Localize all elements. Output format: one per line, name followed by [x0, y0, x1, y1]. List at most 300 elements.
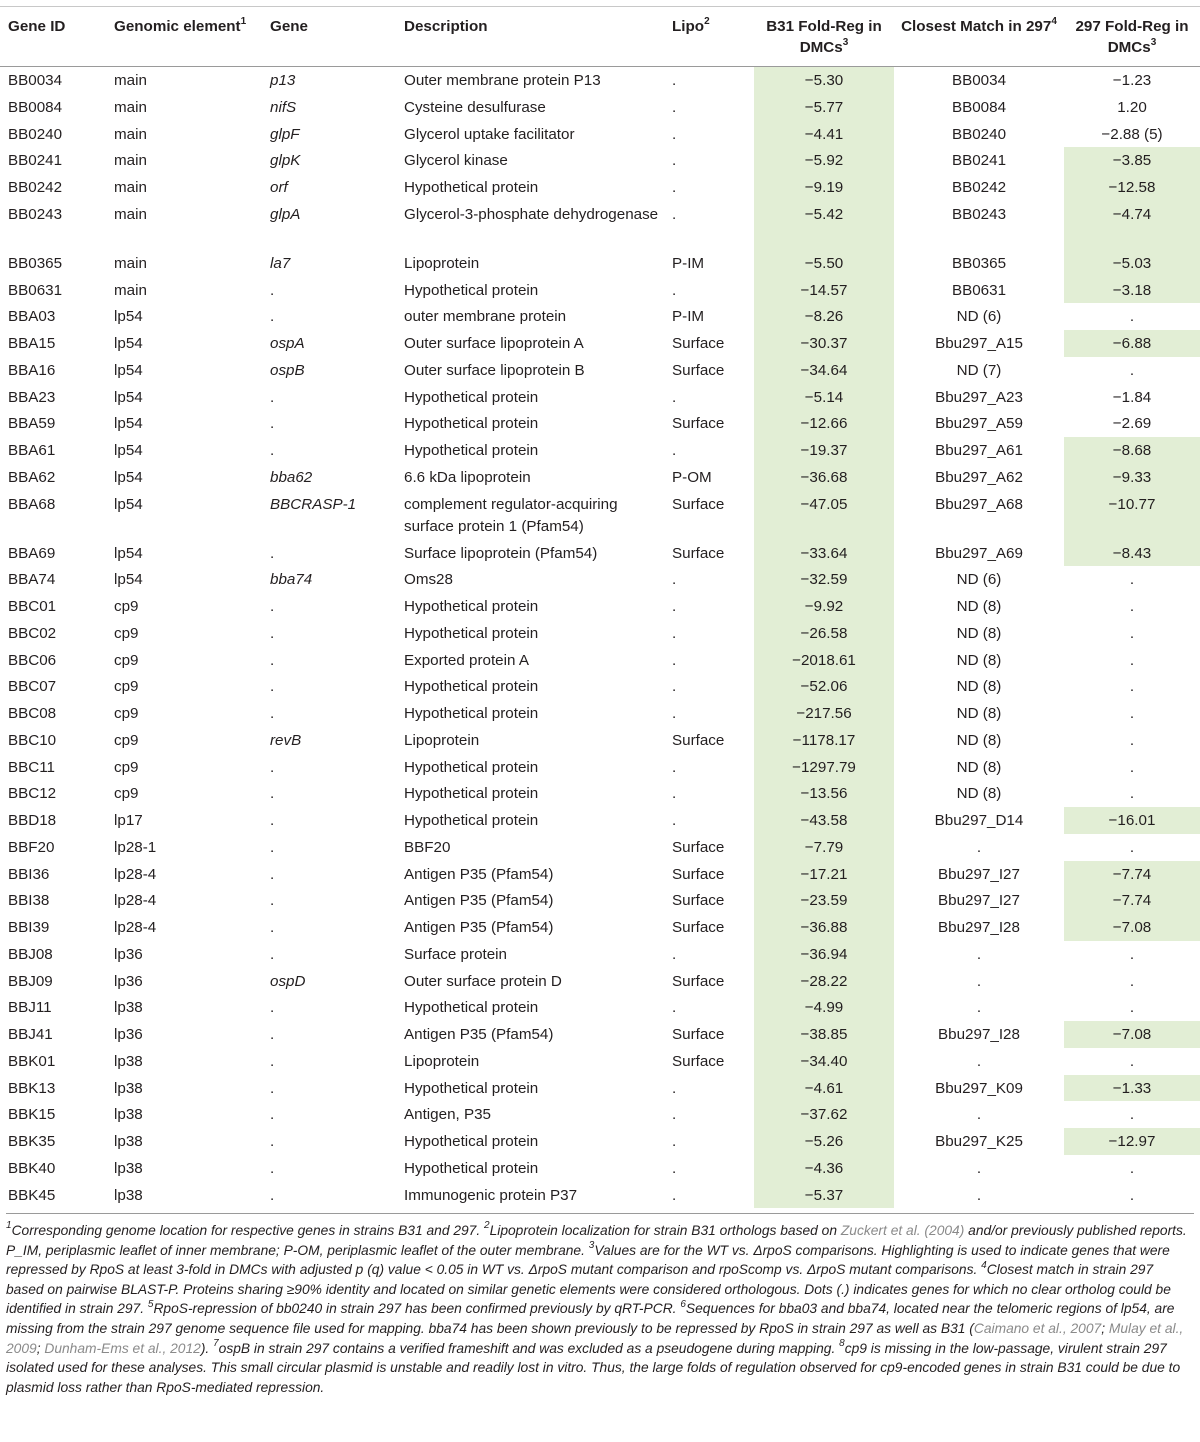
cell-value: BBJ11 — [8, 999, 52, 1017]
table-cell — [0, 1182, 110, 1209]
cell-value: Bbu297_A15 — [935, 335, 1023, 352]
cell-value: Bbu297_I27 — [938, 865, 1020, 883]
cell-value: . — [270, 1052, 275, 1070]
footnote-marker: 3 — [588, 1240, 595, 1251]
table-cell — [0, 620, 110, 647]
table-cell — [266, 994, 400, 1021]
table-cell — [894, 807, 1064, 834]
cell-value: . — [1129, 361, 1135, 379]
cell-value: Surface — [672, 415, 725, 433]
cell-value: lp54 — [114, 335, 143, 352]
table-cell — [668, 464, 754, 491]
cell-value: Hypothetical protein — [404, 812, 539, 829]
table-cell — [266, 147, 400, 174]
table-cell — [668, 914, 754, 941]
cell-value: −7.08 — [1112, 919, 1152, 936]
table-cell — [894, 330, 1064, 357]
cell-value: Hypothetical protein — [404, 179, 539, 196]
table-cell — [894, 914, 1064, 941]
cell-value: ND (6) — [956, 308, 1002, 326]
table-cell — [1064, 566, 1200, 593]
table-row — [0, 121, 1200, 148]
cell-value: −217.56 — [796, 705, 852, 722]
footnote-marker: 3 — [1150, 36, 1157, 48]
table-cell — [0, 1128, 110, 1155]
table-cell — [894, 303, 1064, 330]
table-cell — [0, 941, 110, 968]
table-cell — [110, 700, 266, 727]
cell-value: BB0365 — [951, 254, 1007, 272]
table-cell — [110, 491, 266, 540]
table-cell — [110, 303, 266, 330]
table-cell — [110, 410, 266, 437]
cell-value: −10.77 — [1108, 495, 1156, 513]
cell-value: la7 — [270, 254, 291, 272]
cell-value: revB — [270, 731, 302, 749]
cell-value: . — [672, 785, 677, 803]
cell-value: . — [672, 812, 677, 829]
cell-value: −36.88 — [800, 919, 848, 936]
table-cell — [400, 201, 668, 250]
table-cell — [400, 1128, 668, 1155]
cell-value: Hypothetical protein — [404, 624, 539, 642]
table-cell — [110, 620, 266, 647]
cell-value: . — [1129, 678, 1135, 696]
table-cell — [1064, 834, 1200, 861]
footnote-marker: 1 — [6, 1220, 12, 1232]
cell-value: BB0240 — [951, 125, 1007, 143]
cell-value: Bbu297_K25 — [935, 1133, 1023, 1150]
table-row — [0, 201, 1200, 250]
table-cell — [400, 250, 668, 277]
table-cell — [0, 673, 110, 700]
table-cell — [668, 357, 754, 384]
table-cell — [668, 887, 754, 914]
cell-value: BBA59 — [8, 415, 56, 433]
table-cell — [0, 647, 110, 674]
table-cell — [0, 834, 110, 861]
cell-value: bba74 — [270, 571, 313, 589]
table-cell — [0, 1048, 110, 1075]
cell-value: main — [114, 98, 147, 116]
cell-value: . — [672, 624, 677, 642]
table-cell — [110, 67, 266, 94]
cell-value: −19.37 — [800, 442, 848, 459]
table-cell — [668, 1182, 754, 1209]
table-cell — [754, 620, 894, 647]
cell-value: . — [270, 415, 275, 433]
table-cell — [754, 593, 894, 620]
table-row — [0, 1101, 1200, 1128]
cell-value: BBI39 — [8, 919, 50, 936]
cell-value: Hypothetical protein — [404, 281, 539, 299]
cell-value: −12.58 — [1108, 179, 1156, 196]
table-cell — [0, 147, 110, 174]
table-cell — [1064, 384, 1200, 411]
footnote-marker: 1 — [240, 15, 247, 27]
footnote-text: RpoS-repression of bb0240 in strain 297 has been confirmed previously by qRT-PCR. — [153, 1301, 681, 1317]
cell-value: Glycerol uptake facilitator — [404, 125, 575, 143]
cell-value: . — [672, 651, 677, 669]
table-cell — [266, 67, 400, 94]
table-cell — [668, 700, 754, 727]
column-header — [266, 16, 400, 66]
cell-value: . — [672, 281, 677, 299]
cell-value: −1297.79 — [792, 758, 856, 776]
cell-value: −8.68 — [1112, 442, 1152, 459]
cell-value: BB0242 — [8, 179, 63, 196]
cell-value: . — [672, 72, 677, 89]
reference-link: Caimano et al., 2007 — [973, 1320, 1102, 1336]
table-cell — [110, 593, 266, 620]
table-cell — [110, 1128, 266, 1155]
table-row — [0, 968, 1200, 995]
table-row — [0, 147, 1200, 174]
cell-value: 1.20 — [1117, 98, 1147, 116]
cell-value: −3.85 — [1112, 152, 1152, 170]
table-cell — [400, 941, 668, 968]
table-cell — [400, 277, 668, 304]
cell-value: −2.69 — [1112, 415, 1152, 433]
column-header-label: Description — [404, 18, 488, 35]
cell-value: Bbu297_A62 — [935, 468, 1023, 486]
table-row — [0, 647, 1200, 674]
table-cell — [894, 437, 1064, 464]
table-cell — [894, 700, 1064, 727]
table-cell — [400, 437, 668, 464]
table-cell — [1064, 1155, 1200, 1182]
cell-value: Hypothetical protein — [404, 1133, 539, 1150]
table-cell — [0, 700, 110, 727]
table-cell — [894, 647, 1064, 674]
footnote-text: ; — [36, 1340, 45, 1356]
table-cell — [400, 620, 668, 647]
table-row — [0, 673, 1200, 700]
cell-value: BBC08 — [8, 705, 57, 722]
table-cell — [266, 727, 400, 754]
table-cell — [894, 727, 1064, 754]
table-cell — [894, 861, 1064, 888]
table-cell — [266, 566, 400, 593]
table-row — [0, 303, 1200, 330]
table-cell — [894, 754, 1064, 781]
cell-value: Hypothetical protein — [404, 678, 539, 696]
cell-value: lp28-1 — [114, 838, 157, 856]
table-cell — [400, 1075, 668, 1102]
cell-value: Hypothetical protein — [404, 442, 539, 459]
cell-value: −47.05 — [800, 495, 848, 513]
cell-value: BBF20 — [404, 838, 451, 856]
cell-value: . — [1129, 651, 1135, 669]
table-row — [0, 727, 1200, 754]
column-header — [0, 16, 110, 66]
cell-value: cp9 — [114, 598, 139, 615]
cell-value: . — [1129, 999, 1135, 1017]
cell-value: −5.77 — [804, 98, 844, 116]
table-row — [0, 1075, 1200, 1102]
table-row — [0, 941, 1200, 968]
table-cell — [668, 834, 754, 861]
table-cell — [400, 807, 668, 834]
table-cell — [110, 887, 266, 914]
table-cell — [110, 1075, 266, 1102]
cell-value: lp28-4 — [114, 892, 157, 910]
cell-value: . — [976, 1052, 982, 1070]
table-row — [0, 566, 1200, 593]
footnote-text: ). — [200, 1340, 214, 1356]
column-header — [110, 16, 266, 66]
table-cell — [266, 647, 400, 674]
table-row — [0, 1155, 1200, 1182]
table-cell — [754, 437, 894, 464]
cell-value: Bbu297_I28 — [938, 919, 1020, 936]
cell-value: ND (8) — [956, 731, 1002, 749]
cell-value: ospB — [270, 361, 305, 379]
table-row — [0, 1021, 1200, 1048]
cell-value: . — [270, 1186, 275, 1204]
cell-value: cp9 — [114, 624, 139, 642]
cell-value: lp54 — [114, 415, 143, 433]
cell-value: BB0084 — [8, 98, 63, 116]
cell-value: lp54 — [114, 468, 143, 486]
table-cell — [266, 250, 400, 277]
table-cell — [668, 94, 754, 121]
table-row — [0, 174, 1200, 201]
table-cell — [0, 357, 110, 384]
table-cell — [400, 566, 668, 593]
cell-value: −1.84 — [1112, 388, 1152, 406]
cell-value: lp28-4 — [114, 865, 157, 883]
cell-value: BB0034 — [8, 72, 63, 89]
footnote-marker: 3 — [842, 36, 849, 48]
cell-value: −7.74 — [1112, 892, 1152, 910]
cell-value: . — [1129, 945, 1135, 963]
cell-value: lp36 — [114, 1026, 143, 1043]
cell-value: ND (8) — [956, 758, 1002, 776]
table-header — [0, 6, 1200, 67]
cell-value: BBA23 — [8, 388, 56, 406]
table-cell — [400, 834, 668, 861]
table-cell — [266, 593, 400, 620]
cell-value: . — [672, 179, 677, 196]
cell-value: . — [270, 388, 275, 406]
cell-value: . — [672, 1159, 677, 1177]
table-cell — [1064, 303, 1200, 330]
cell-value: −4.61 — [804, 1079, 844, 1097]
cell-value: Surface protein — [404, 945, 507, 963]
cell-value: Outer surface lipoprotein B — [404, 361, 585, 379]
table-cell — [400, 968, 668, 995]
table-cell — [266, 861, 400, 888]
cell-value: nifS — [270, 98, 297, 116]
table-cell — [754, 914, 894, 941]
cell-value: BBC10 — [8, 731, 57, 749]
cell-value: . — [1129, 571, 1135, 589]
cell-value: −12.66 — [800, 415, 848, 433]
table-cell — [894, 1021, 1064, 1048]
column-header-label: B31 Fold-Reg in DMCs — [766, 18, 882, 56]
table-cell — [0, 384, 110, 411]
table-cell — [0, 94, 110, 121]
cell-value: complement regulator-acquiring surface protein 1 (Pfam54) — [404, 495, 618, 535]
table-cell — [894, 464, 1064, 491]
cell-value: BBA69 — [8, 544, 56, 562]
table-cell — [266, 410, 400, 437]
table-cell — [0, 727, 110, 754]
reference-link: Dunham-Ems et al., 2012 — [44, 1340, 201, 1356]
table-cell — [1064, 1075, 1200, 1102]
cell-value: . — [672, 678, 677, 696]
cell-value: Surface — [672, 838, 725, 856]
table-body — [0, 67, 1200, 1208]
table-cell — [754, 330, 894, 357]
cell-value: BBA16 — [8, 361, 56, 379]
cell-value: . — [270, 812, 275, 829]
table-cell — [894, 673, 1064, 700]
cell-value: . — [270, 945, 275, 963]
table-cell — [754, 994, 894, 1021]
table-cell — [1064, 1101, 1200, 1128]
table-cell — [754, 807, 894, 834]
cell-value: ND (6) — [956, 571, 1002, 589]
cell-value: bba62 — [270, 468, 313, 486]
cell-value: P-IM — [672, 254, 705, 272]
cell-value: . — [270, 892, 275, 910]
table-cell — [266, 1128, 400, 1155]
cell-value: lp38 — [114, 999, 143, 1017]
cell-value: BBK15 — [8, 1106, 56, 1124]
table-cell — [1064, 914, 1200, 941]
cell-value: . — [672, 1186, 677, 1204]
cell-value: cp9 — [114, 758, 139, 776]
table-cell — [110, 994, 266, 1021]
table-cell — [894, 540, 1064, 567]
table-cell — [894, 491, 1064, 540]
table-cell — [266, 620, 400, 647]
cell-value: . — [270, 785, 275, 803]
table-cell — [754, 201, 894, 250]
cell-value: . — [270, 838, 275, 856]
cell-value: Bbu297_A61 — [935, 442, 1023, 459]
cell-value: . — [672, 1106, 677, 1124]
table-cell — [110, 780, 266, 807]
table-cell — [400, 410, 668, 437]
cell-value: −26.58 — [800, 624, 848, 642]
cell-value: Hypothetical protein — [404, 758, 539, 776]
cell-value: lp54 — [114, 544, 143, 562]
cell-value: Surface — [672, 1026, 725, 1043]
cell-value: −36.68 — [800, 468, 848, 486]
table-cell — [1064, 780, 1200, 807]
table-cell — [110, 673, 266, 700]
table-cell — [0, 994, 110, 1021]
table-cell — [400, 994, 668, 1021]
cell-value: ND (7) — [956, 361, 1002, 379]
table-cell — [110, 94, 266, 121]
data-table — [0, 6, 1200, 1208]
cell-value: . — [1129, 598, 1135, 615]
table-cell — [1064, 700, 1200, 727]
cell-value: . — [672, 205, 677, 223]
cell-value: . — [672, 125, 677, 143]
table-cell — [668, 201, 754, 250]
table-cell — [894, 1155, 1064, 1182]
cell-value: Surface — [672, 919, 725, 936]
table-cell — [894, 887, 1064, 914]
table-cell — [668, 147, 754, 174]
cell-value: Cysteine desulfurase — [404, 98, 546, 116]
table-cell — [1064, 1021, 1200, 1048]
cell-value: . — [976, 972, 982, 990]
cell-value: −8.26 — [804, 308, 844, 326]
table-cell — [400, 330, 668, 357]
cell-value: Surface — [672, 865, 725, 883]
table-cell — [0, 968, 110, 995]
table-cell — [1064, 861, 1200, 888]
cell-value: BBC06 — [8, 651, 57, 669]
cell-value: . — [270, 651, 275, 669]
table-row — [0, 807, 1200, 834]
table-cell — [266, 754, 400, 781]
table-cell — [894, 384, 1064, 411]
footnote-text: Closest match in strain 297 based on pairwise BLAST-P. Proteins sharing ≥90% identity and located on similar genetic elements were considered orthologous. Dots (.) indicates genes for which no clear ortholog could be identified in strain 297. — [6, 1262, 1171, 1317]
table-cell — [0, 437, 110, 464]
table-cell — [894, 620, 1064, 647]
cell-value: −1.33 — [1112, 1079, 1152, 1097]
cell-value: . — [270, 598, 275, 615]
table-cell — [1064, 1182, 1200, 1209]
cell-value: glpA — [270, 205, 301, 223]
cell-value: main — [114, 205, 147, 223]
cell-value: Hypothetical protein — [404, 1159, 539, 1177]
table-row — [0, 861, 1200, 888]
cell-value: ND (8) — [956, 598, 1002, 615]
table-cell — [266, 1021, 400, 1048]
table-cell — [400, 121, 668, 148]
table-cell — [110, 727, 266, 754]
cell-value: cp9 — [114, 678, 139, 696]
table-cell — [400, 147, 668, 174]
table-cell — [110, 464, 266, 491]
table-cell — [668, 410, 754, 437]
table-cell — [0, 887, 110, 914]
table-cell — [0, 330, 110, 357]
table-cell — [110, 384, 266, 411]
column-header-label: Gene ID — [8, 18, 66, 35]
table-cell — [400, 174, 668, 201]
footnote-marker: 5 — [147, 1298, 154, 1310]
table-cell — [266, 1048, 400, 1075]
column-header-label: Genomic element — [114, 18, 241, 35]
table-row — [0, 491, 1200, 540]
cell-value: . — [270, 758, 275, 776]
cell-value: Antigen P35 (Pfam54) — [404, 1026, 554, 1043]
cell-value: −3.18 — [1112, 281, 1152, 299]
table-cell — [754, 566, 894, 593]
footnote-text: Sequences for bba03 and bba74, located near the telomeric regions of lp54, are missing from the strain 297 genome sequence file used for mapping. bba74 has been shown previously to be repressed by RpoS in strain 297 as well as B31 ( — [6, 1301, 1175, 1336]
cell-value: −14.57 — [800, 281, 848, 299]
table-cell — [110, 121, 266, 148]
cell-value: lp38 — [114, 1079, 143, 1097]
cell-value: −32.59 — [800, 571, 848, 589]
table-cell — [754, 174, 894, 201]
cell-value: −7.74 — [1112, 865, 1152, 883]
cell-value: . — [1129, 1052, 1135, 1070]
table-cell — [894, 94, 1064, 121]
table-cell — [894, 1048, 1064, 1075]
table-cell — [894, 566, 1064, 593]
table-cell — [668, 174, 754, 201]
